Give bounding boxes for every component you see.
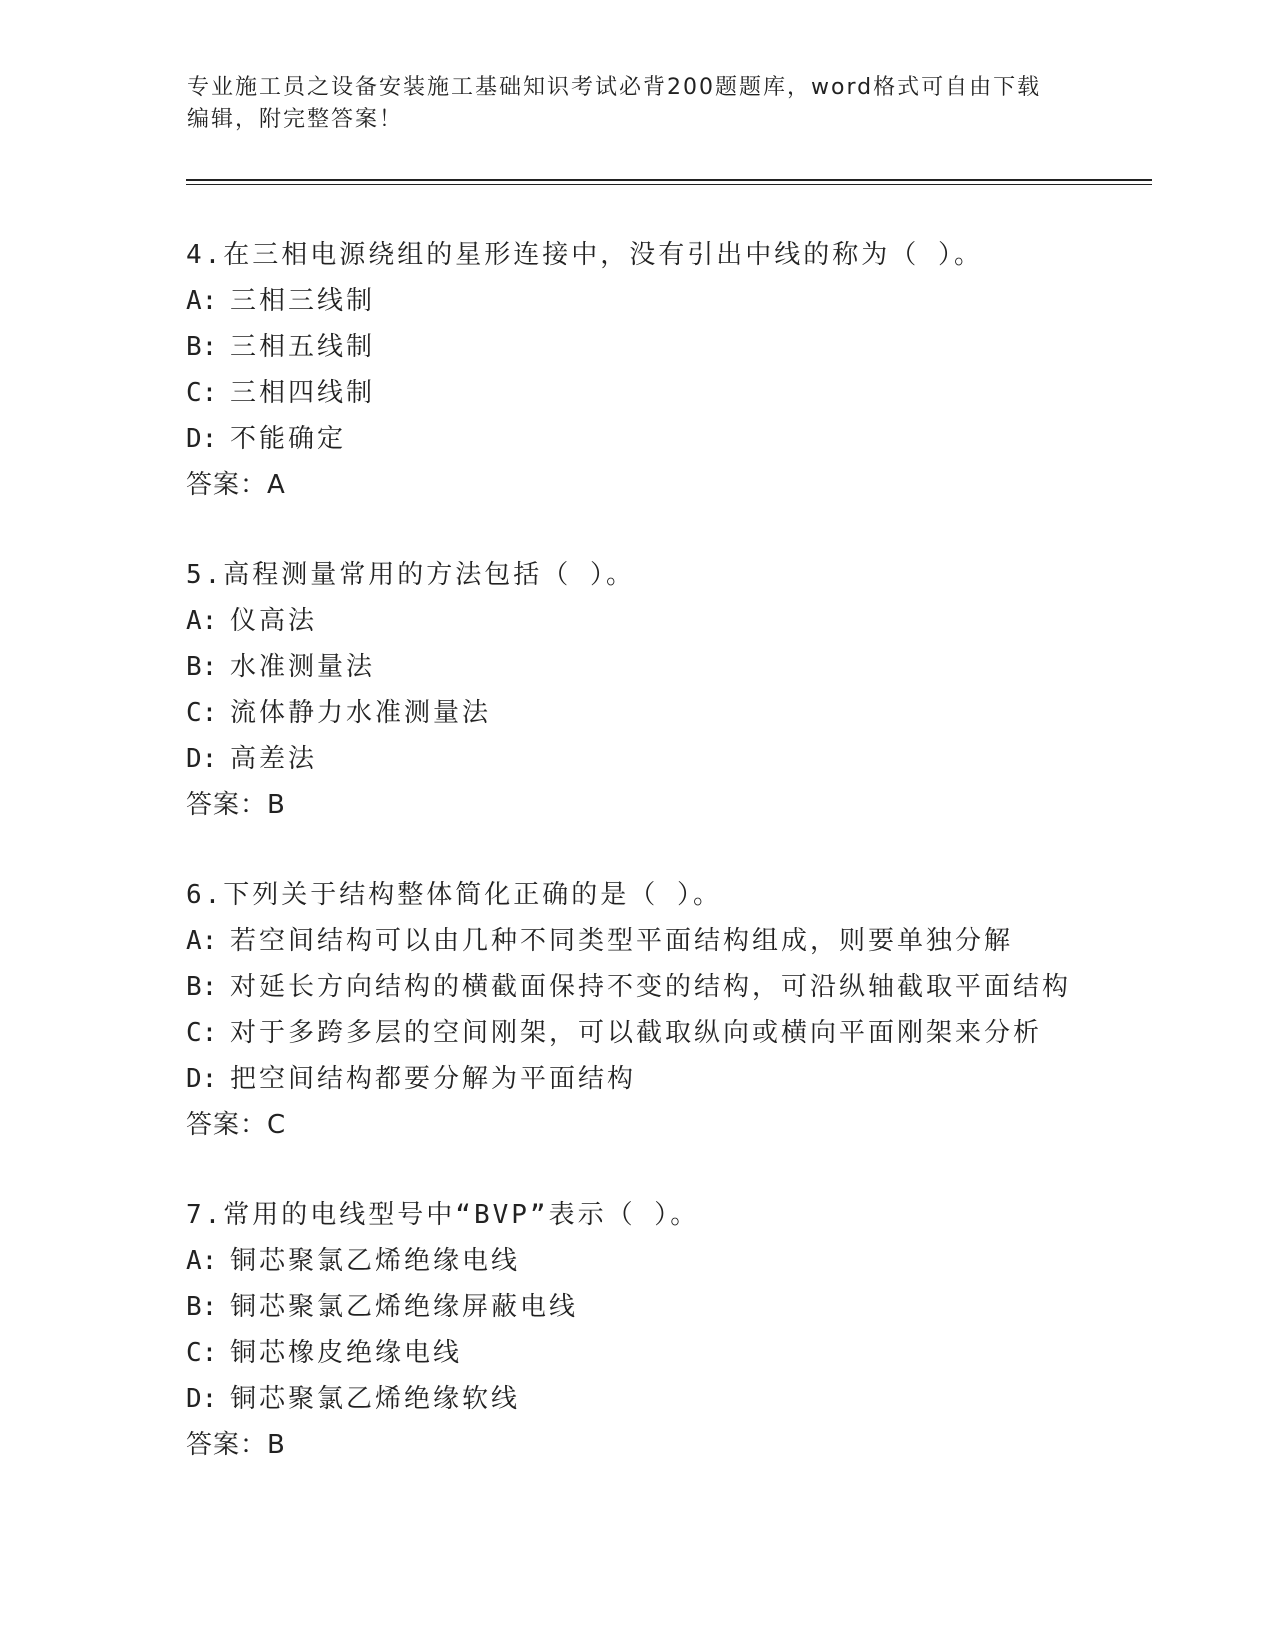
option-label: A: xyxy=(186,926,218,956)
option-text: 三相四线制 xyxy=(230,378,376,408)
option-text: 流体静力水准测量法 xyxy=(230,698,492,728)
header-divider-bottom xyxy=(186,184,1152,185)
option-label: B: xyxy=(186,1292,218,1322)
question-title: 6.下列关于结构整体简化正确的是（ ）。 xyxy=(186,880,722,910)
option-c xyxy=(186,370,1166,416)
option-label: A: xyxy=(186,286,218,316)
option-label: D: xyxy=(186,424,218,454)
option-text: 仪高法 xyxy=(230,606,318,636)
option-d xyxy=(186,1056,1166,1102)
option-a xyxy=(186,1238,1166,1284)
option-b xyxy=(186,324,1166,370)
option-label: C: xyxy=(186,1338,218,1368)
option-a xyxy=(186,598,1166,644)
option-a xyxy=(186,278,1166,324)
option-c xyxy=(186,1330,1166,1376)
option-d xyxy=(186,736,1166,782)
answer-line: 答案：A xyxy=(186,470,286,500)
option-text: 对于多跨多层的空间刚架，可以截取纵向或横向平面刚架来分析 xyxy=(230,1018,1043,1048)
option-label: A: xyxy=(186,1246,218,1276)
question-block xyxy=(186,872,1166,1148)
question-block xyxy=(186,1192,1166,1468)
answer-line: 答案：C xyxy=(186,1110,287,1140)
question-title: 5.高程测量常用的方法包括（ ）。 xyxy=(186,560,635,590)
option-label: D: xyxy=(186,744,218,774)
option-text: 铜芯聚氯乙烯绝缘屏蔽电线 xyxy=(230,1292,579,1322)
option-text: 铜芯聚氯乙烯绝缘电线 xyxy=(230,1246,521,1276)
option-text: 不能确定 xyxy=(230,424,347,454)
question-block xyxy=(186,552,1166,828)
option-text: 把空间结构都要分解为平面结构 xyxy=(230,1064,637,1094)
option-label: B: xyxy=(186,972,218,1002)
option-text: 铜芯聚氯乙烯绝缘软线 xyxy=(230,1384,521,1414)
question-title: 7.常用的电线型号中“BVP”表示（ ）。 xyxy=(186,1200,700,1230)
option-label: B: xyxy=(186,652,218,682)
option-label: C: xyxy=(186,378,218,408)
option-label: A: xyxy=(186,606,218,636)
option-label: C: xyxy=(186,1018,218,1048)
option-c xyxy=(186,1010,1166,1056)
answer-line: 答案：B xyxy=(186,790,286,820)
header-line-1: 专业施工员之设备安装施工基础知识考试必背200题题库，word格式可自由下载 xyxy=(187,75,1042,100)
option-text: 水准测量法 xyxy=(230,652,376,682)
option-text: 高差法 xyxy=(230,744,318,774)
option-text: 三相五线制 xyxy=(230,332,376,362)
document-header xyxy=(187,72,1087,136)
option-c xyxy=(186,690,1166,736)
option-d xyxy=(186,1376,1166,1422)
option-label: B: xyxy=(186,332,218,362)
option-text: 铜芯橡皮绝缘电线 xyxy=(230,1338,463,1368)
option-text: 三相三线制 xyxy=(230,286,376,316)
option-d xyxy=(186,416,1166,462)
option-label: D: xyxy=(186,1384,218,1414)
option-a xyxy=(186,918,1166,964)
option-b xyxy=(186,644,1166,690)
question-block xyxy=(186,232,1166,508)
header-divider-top xyxy=(186,179,1152,181)
option-label: C: xyxy=(186,698,218,728)
option-text: 对延长方向结构的横截面保持不变的结构，可沿纵轴截取平面结构 xyxy=(230,972,1072,1002)
option-text: 若空间结构可以由几种不同类型平面结构组成，则要单独分解 xyxy=(230,926,1014,956)
option-b xyxy=(186,1284,1166,1330)
header-line-2: 编辑，附完整答案！ xyxy=(187,107,404,132)
question-title: 4.在三相电源绕组的星形连接中，没有引出中线的称为（ ）。 xyxy=(186,240,983,270)
answer-line: 答案：B xyxy=(186,1430,286,1460)
option-b xyxy=(186,964,1166,1010)
option-label: D: xyxy=(186,1064,218,1094)
